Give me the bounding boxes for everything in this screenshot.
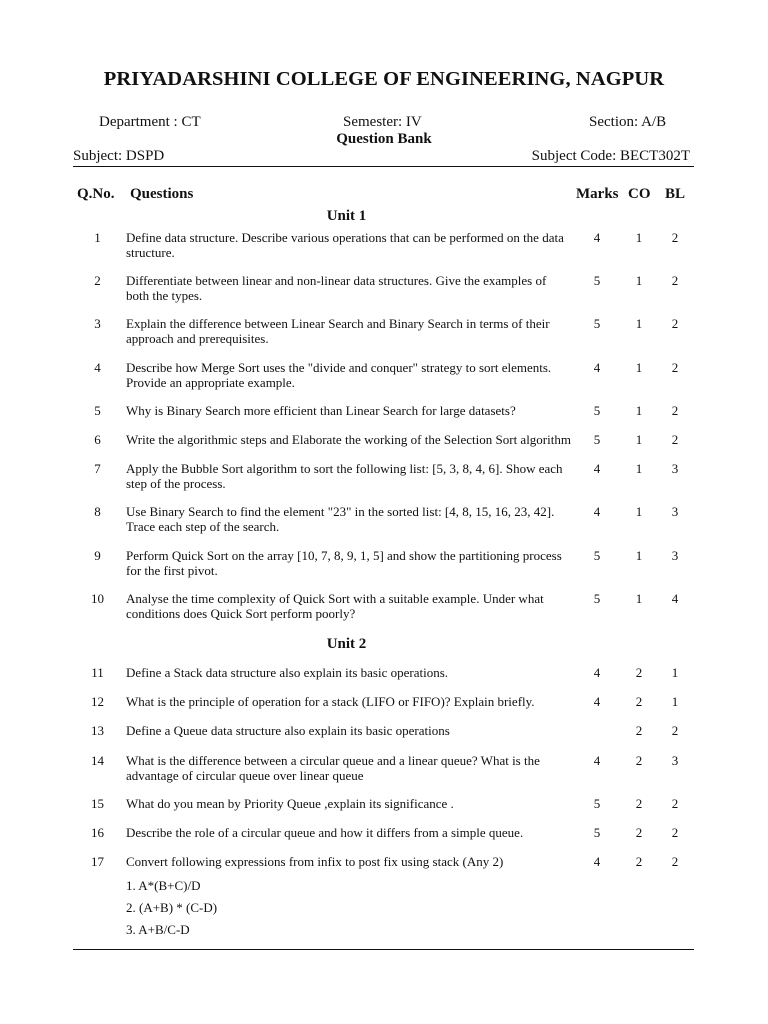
question-number: 16: [91, 825, 104, 840]
unit-heading: Unit 2: [326, 636, 367, 652]
question-marks: 5: [593, 796, 601, 811]
semester-label: Semester: IV: [343, 114, 422, 130]
question-bl: 2: [671, 316, 679, 331]
question-marks: 4: [593, 694, 601, 709]
footer-divider: [73, 949, 694, 950]
section-label: Section: A/B: [589, 114, 667, 130]
question-number: 9: [94, 548, 101, 563]
question-number: 8: [94, 504, 101, 519]
question-text: Analyse the time complexity of Quick Sort with a suitable example. Under what conditions does Quick Sort perform poorly?: [126, 591, 544, 621]
question-text: Use Binary Search to find the element "23" in the sorted list: [4, 8, 15, 16, 23, 42]. Trace each step of the search.: [126, 504, 555, 534]
question-text: Convert following expressions from infix to post fix using stack (Any 2): [126, 854, 504, 869]
question-text: Apply the Bubble Sort algorithm to sort the following list: [5, 3, 8, 4, 6]. Show each step of the process.: [126, 461, 563, 491]
question-marks: 4: [593, 360, 601, 375]
question-marks: 4: [593, 504, 601, 519]
question-co: 1: [635, 432, 643, 447]
question-marks: 5: [593, 591, 601, 606]
question-number: 4: [94, 360, 101, 375]
question-co: 1: [635, 504, 643, 519]
question-bl: 3: [671, 753, 679, 768]
question-marks: 4: [593, 665, 601, 680]
question-text: Define a Queue data structure also explain its basic operations: [126, 723, 450, 738]
unit-heading: Unit 1: [326, 208, 367, 224]
column-header-marks: Marks: [576, 186, 619, 202]
question-marks: 5: [593, 273, 601, 288]
question-number: 15: [91, 796, 104, 811]
question-number: 11: [91, 665, 104, 680]
question-marks: 4: [593, 753, 601, 768]
question-co: 2: [635, 796, 643, 811]
question-number: 5: [94, 403, 101, 418]
expression-item: 1. A*(B+C)/D: [126, 878, 201, 893]
question-co: 1: [635, 591, 643, 606]
question-bl: 1: [671, 694, 679, 709]
question-bl: 2: [671, 230, 679, 245]
question-bl: 2: [671, 360, 679, 375]
question-number: 10: [91, 591, 104, 606]
question-marks: 5: [593, 432, 601, 447]
question-co: 1: [635, 316, 643, 331]
question-text: What is the principle of operation for a stack (LIFO or FIFO)? Explain briefly.: [126, 694, 535, 709]
question-number: 12: [91, 694, 104, 709]
question-co: 2: [635, 665, 643, 680]
question-text: Describe the role of a circular queue and how it differs from a simple queue.: [126, 825, 524, 840]
subject-code-label: Subject Code: BECT302T: [531, 148, 690, 164]
question-text: Why is Binary Search more efficient than Linear Search for large datasets?: [126, 403, 516, 418]
expression-item: 3. A+B/C-D: [126, 922, 190, 937]
question-marks: 5: [593, 548, 601, 563]
question-number: 6: [94, 432, 101, 447]
question-number: 2: [94, 273, 101, 288]
question-bl: 2: [671, 825, 679, 840]
column-header-questions: Questions: [130, 186, 194, 202]
question-marks: 4: [593, 461, 601, 476]
question-number: 14: [91, 753, 104, 768]
question-co: 2: [635, 694, 643, 709]
question-number: 3: [94, 316, 101, 331]
question-text: Define a Stack data structure also explain its basic operations.: [126, 665, 449, 680]
column-header-co: CO: [628, 186, 651, 202]
question-co: 1: [635, 403, 643, 418]
document-title: Question Bank: [336, 131, 432, 147]
question-number: 1: [94, 230, 101, 245]
question-marks: 5: [593, 825, 601, 840]
question-bl: 2: [671, 854, 679, 869]
question-bl: 2: [671, 723, 679, 738]
question-text: What do you mean by Priority Queue ,explain its significance .: [126, 796, 454, 811]
question-bl: 2: [671, 273, 679, 288]
question-number: 13: [91, 723, 104, 738]
question-text: Write the algorithmic steps and Elaborate the working of the Selection Sort algorithm: [126, 432, 571, 447]
question-co: 1: [635, 548, 643, 563]
department-label: Department : CT: [99, 114, 201, 130]
question-co: 2: [635, 753, 643, 768]
question-co: 1: [635, 360, 643, 375]
column-header-bl: BL: [665, 186, 686, 202]
header-divider: [73, 166, 694, 167]
question-co: 2: [635, 854, 643, 869]
question-text: What is the difference between a circular queue and a linear queue? What is the advantage of circular queue over linear queue: [126, 753, 540, 783]
college-name: PRIYADARSHINI COLLEGE OF ENGINEERING, NAGPUR: [103, 68, 665, 90]
question-bl: 2: [671, 432, 679, 447]
question-number: 7: [94, 461, 101, 476]
question-marks: 5: [593, 316, 601, 331]
question-text: Perform Quick Sort on the array [10, 7, 8, 9, 1, 5] and show the partitioning process for the first pivot.: [126, 548, 562, 578]
question-bl: 2: [671, 796, 679, 811]
question-text: Differentiate between linear and non-linear data structures. Give the examples of both the types.: [126, 273, 547, 303]
expression-item: 2. (A+B) * (C-D): [126, 900, 218, 915]
question-bl: 3: [671, 504, 679, 519]
question-bl: 1: [671, 665, 679, 680]
question-bl: 3: [671, 548, 679, 563]
column-header-qno: Q.No.: [77, 186, 115, 202]
question-bl: 2: [671, 403, 679, 418]
question-text: Explain the difference between Linear Search and Binary Search in terms of their approach and prerequisites.: [126, 316, 550, 346]
question-marks: 4: [593, 854, 601, 869]
question-number: 17: [91, 854, 104, 869]
question-co: 1: [635, 461, 643, 476]
question-co: 1: [635, 273, 643, 288]
question-co: 2: [635, 723, 643, 738]
question-marks: 5: [593, 403, 601, 418]
question-co: 2: [635, 825, 643, 840]
question-bl: 3: [671, 461, 679, 476]
question-text: Describe how Merge Sort uses the "divide and conquer" strategy to sort elements. Provide an appropriate example.: [126, 360, 552, 390]
question-bl: 4: [671, 591, 679, 606]
question-marks: 4: [593, 230, 601, 245]
question-text: Define data structure. Describe various operations that can be performed on the data structure.: [126, 230, 564, 260]
subject-label: Subject: DSPD: [73, 148, 165, 164]
question-co: 1: [635, 230, 643, 245]
